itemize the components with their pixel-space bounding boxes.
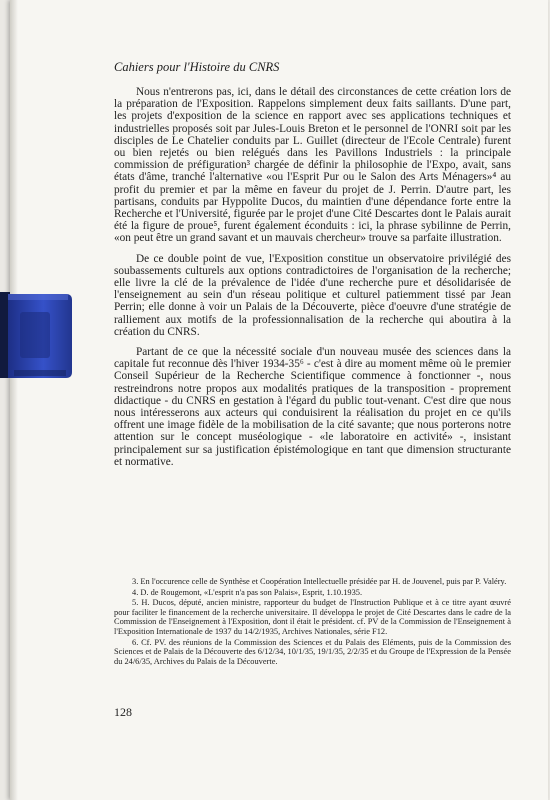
document-page: [10, 0, 548, 800]
paragraph: De ce double point de vue, l'Exposition constitue un observatoire privilégié des soubassements culturels aux options contradictoires de l'organisation de la recherche; elle livre la clé de la prévalence de l'idée d'une recherche pure et désolidarisée de l'enseignement au sein d'un réseau politique et culturel patiemment tissé par Jean Perrin; elle donne à voir un Palais de la Découverte, pièce d'oeuvre d'une stratégie de ralliement aux motifs de la professionnalisation de la recherche qui aboutira à la création du CNRS.: [114, 252, 511, 338]
footnote-4: 4. D. de Rougemont, «L'esprit n'a pas son Palais», Esprit, 1.10.1935.: [132, 587, 363, 597]
footnote-6: 6. Cf. PV. des réunions de la Commission des Sciences et du Palais des Eléments, puis de la Commission des Sciences et de Palais de la Découverte des 6/12/34, 10/1/35, 19/1/35, 2/2/35 et du Groupe de l'Expression de la Pensée du 24/6/35, Archives du Palais de la Découverte.: [114, 637, 511, 666]
paragraph: Nous n'entrerons pas, ici, dans le détail des circonstances de cette création lors de la préparation de l'Exposition. Rappelons simplement deux faits saillants. D'une part, les projets d'exposition de la science en rapport avec ses applications techniques et industrielles proposés soit par Jules-Louis Breton et le personnel de l'ONRI soit par les disciples de Le Chatelier conduits par L. Guillet (directeur de l'Ecole Centrale) furent ou bien rejetés ou bien relégués dans les Pavillons Industriels : la principale commission de préfiguration³ chargée de définir la philosophie de l'Expo, avait, sans états d'âme, tranché l'alternative «ou l'Esprit Pur ou le Salon des Arts Ménagers»⁴ au profit du premier et par la même en faveur du projet de J. Perrin. D'autre part, les partisans, conduits par Hyppolite Ducos, du maintien d'une dépendance forte entre la Recherche et l'Université, figurée par le projet d'une Cité Descartes dont le Palais aurait été la figure de proue⁵, furent également éconduits : ici, la phrase sybilinne de Perrin, «on peut être un grand savant et un mauvais chercheur» trouve sa parfaite illustration.: [114, 86, 511, 245]
footnote-3: 3. En l'occurence celle de Synthèse et Coopération Intellectuelle présidée par H. de Jouvenel, puis par P. Valéry.: [132, 577, 507, 586]
body-text: [114, 86, 511, 476]
running-title: Cahiers pour l'Histoire du CNRS: [114, 60, 280, 74]
footnotes: [114, 577, 511, 667]
footnote-5: 5. H. Ducos, député, ancien ministre, rapporteur du budget de l'Instruction Publique et à ce titre ayant œuvré pour faciliter le financement de la recherche universitaire. Il développa le projet de Cité Descartes dans le cadre de la Commission de l'Enseignement à l'Exposition, dont il était le président. cf. PV de la Commission de l'Enseignement à l'Exposition Internationale de 1937 du 14/2/1935, Archives Nationales, série F12.: [114, 598, 511, 636]
binder-clip-icon: [0, 290, 76, 382]
paragraph: Partant de ce que la nécessité sociale d'un nouveau musée des sciences dans la capitale fut reconnue dès l'hiver 1934-35⁶ - c'est à dire au moment même où le premier Conseil Supérieur de la Recherche Scientifique commence à fonctionner -, nous restreindrons notre propos aux modalités pratiques de la transposition - proprement didactique - du CNRS en gestation à l'égard du public tout-venant. C'est dire que nous nous intéresserons aux acteurs qui conduisirent la réalisation du projet en ce qu'ils offrent une image fidèle de la mobilisation de la cité savante; que nous porterons notre attention sur le concept muséologique - «le laboratoire en activité» -, insistant principalement sur sa justification épistémologique en tant que dimension structurante et normative.: [114, 346, 511, 468]
page-number: 128: [114, 705, 132, 719]
page-edge-shadow: [10, 0, 18, 800]
